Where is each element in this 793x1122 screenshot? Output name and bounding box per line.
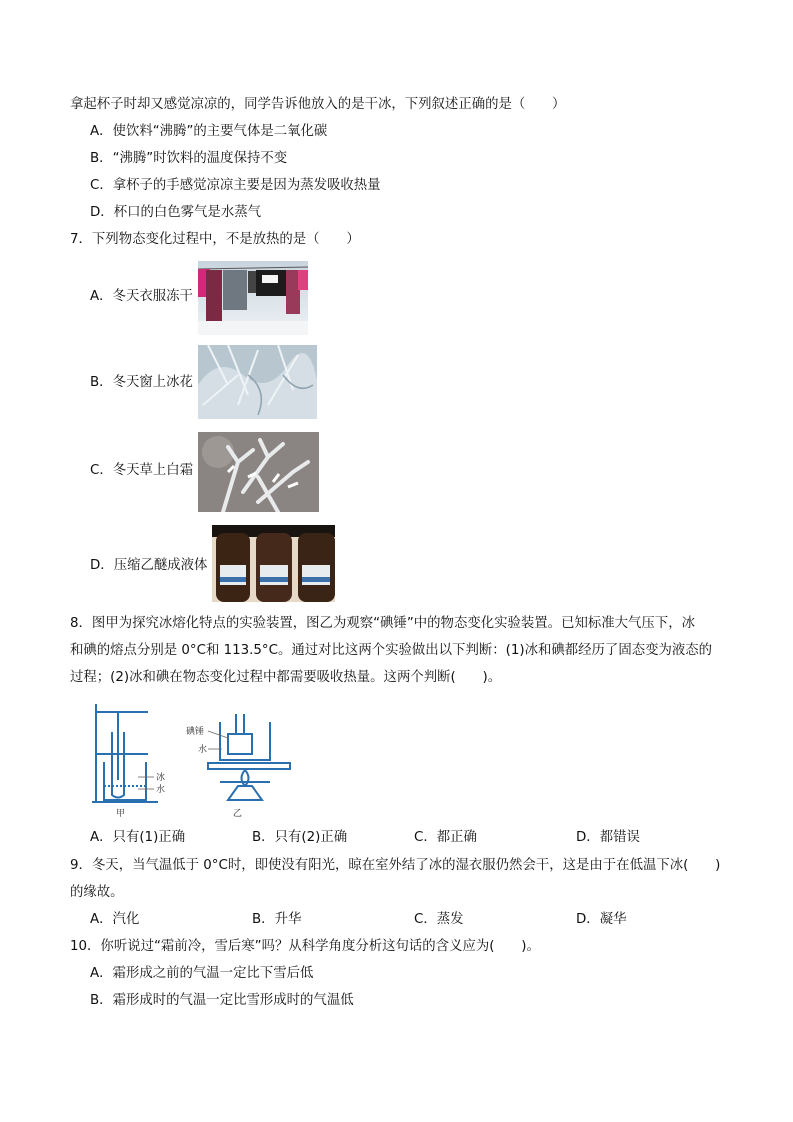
q6-option-b: B．“沸腾”时饮料的温度保持不变	[90, 151, 288, 166]
label-water-a: 水	[156, 784, 166, 794]
q9-option-a: A．汽化	[90, 912, 140, 927]
q7-stem: 7．下列物态变化过程中，不是放热的是（ ）	[70, 232, 360, 247]
q8-stem-line-2: 和碘的熔点分别是 0°C和 113.5°C。通过对比这两个实验做出以下判断：(1)冰和碘都经历了固态变为液态的	[70, 643, 713, 658]
label-ice: 冰	[156, 772, 166, 782]
q8-option-d: D．都错误	[576, 830, 640, 845]
q6-option-a: A．使饮料“沸腾”的主要气体是二氧化碳	[90, 124, 328, 139]
q6-option-c: C．拿杯子的手感觉凉凉主要是因为蒸发吸收热量	[90, 178, 381, 193]
grass-frost-photo	[198, 432, 319, 512]
q7-option-a-label: A．冬天衣服冻干	[90, 289, 193, 304]
q8-option-b: B．只有(2)正确	[252, 830, 348, 845]
q6-option-d: D．杯口的白色雾气是水蒸气	[90, 205, 261, 220]
window-frost-photo	[198, 345, 317, 419]
experiment-apparatus-figure	[88, 700, 298, 820]
q8-option-a: A．只有(1)正确	[90, 830, 186, 845]
q10-option-b: B．霜形成时的气温一定比雪形成时的气温低	[90, 993, 354, 1008]
q8-option-c: C．都正确	[414, 830, 477, 845]
q9-option-d: D．凝华	[576, 912, 627, 927]
q9-option-c: C．蒸发	[414, 912, 464, 927]
q8-stem-line-1: 8．图甲为探究冰熔化特点的实验装置，图乙为观察“碘锤”中的物态变化实验装置。已知标准大气压下，冰	[70, 616, 695, 631]
frozen-clothes-photo	[198, 261, 308, 335]
q9-stem-line-2: 的缘故。	[70, 885, 124, 900]
label-iodine-hammer: 碘锤	[186, 726, 205, 736]
q9-option-b: B．升华	[252, 912, 302, 927]
q7-option-c-label: C．冬天草上白霜	[90, 463, 194, 478]
label-yi: 乙	[233, 808, 243, 818]
q6-stem-tail: 拿起杯子时却又感觉凉凉的，同学告诉他放入的是干冰，下列叙述正确的是（ ）	[70, 97, 566, 112]
ether-bottles-photo	[212, 525, 335, 602]
q10-option-a: A．霜形成之前的气温一定比下雪后低	[90, 966, 314, 981]
q7-option-b-label: B．冬天窗上冰花	[90, 375, 193, 390]
q9-stem-line-1: 9．冬天，当气温低于 0°C时，即使没有阳光，晾在室外结了冰的湿衣服仍然会干，这是由于在低温下冰( )	[70, 858, 721, 873]
label-jia: 甲	[116, 808, 126, 818]
q7-option-d-label: D．压缩乙醚成液体	[90, 558, 208, 573]
label-water-b: 水	[198, 744, 208, 754]
q8-stem-line-3: 过程；(2)冰和碘在物态变化过程中都需要吸收热量。这两个判断( )。	[70, 670, 502, 685]
q10-stem: 10．你听说过“霜前冷，雪后寒”吗？从科学角度分析这句话的含义应为( )。	[70, 939, 540, 954]
